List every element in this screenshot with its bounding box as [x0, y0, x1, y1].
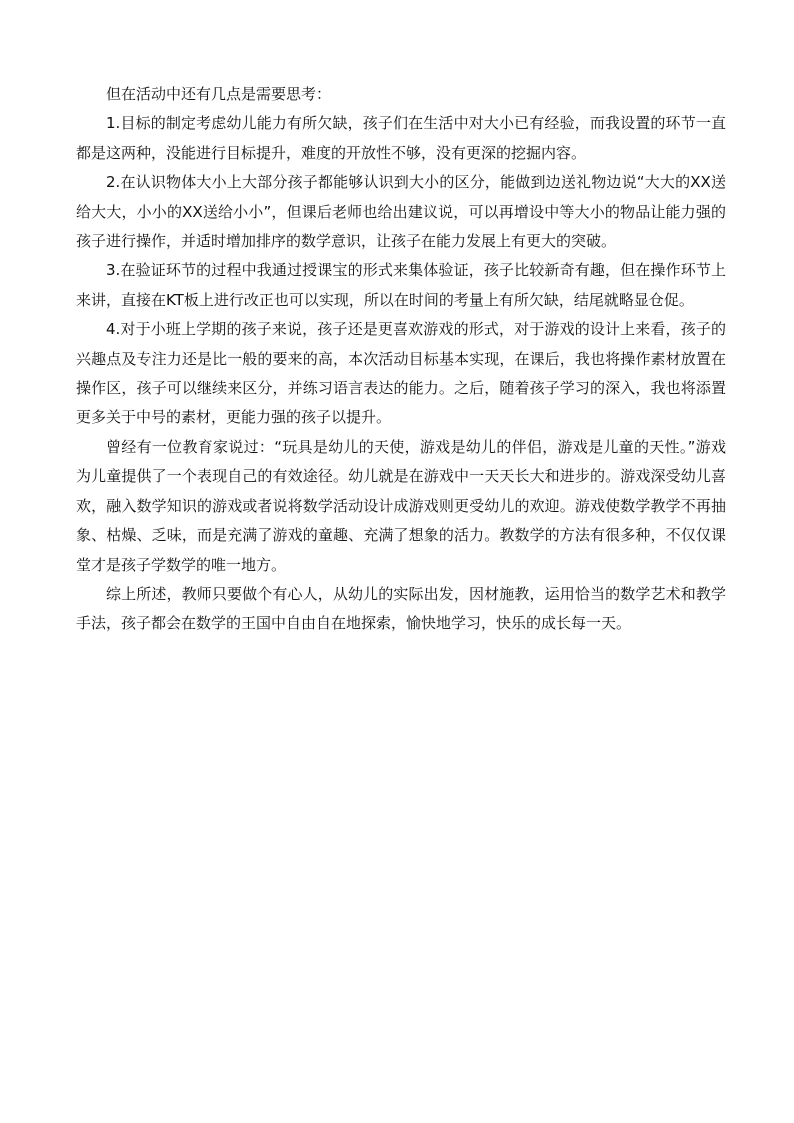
paragraph-intro: 但在活动中还有几点是需要思考：	[106, 85, 332, 103]
document-body	[76, 80, 726, 639]
paragraph-point-2: 2.在认识物体大小上大部分孩子都能够认识到大小的区分，能做到边送礼物边说“大大的XX送给大大，小小的XX送给小小”，但课后老师也给出建议说，可以再增设中等大小的物品让能力强的孩子进行操作，并适时增加排序的数学意识，让孩子在能力发展上有更大的突破。	[76, 173, 726, 251]
paragraph-point-3: 3.在验证环节的过程中我通过授课宝的形式来集体验证，孩子比较新奇有趣，但在操作环节上来讲，直接在KT板上进行改正也可以实现，所以在时间的考量上有所欠缺，结尾就略显仓促。	[76, 261, 726, 309]
paragraph-conclusion: 综上所述，教师只要做个有心人，从幼儿的实际出发，因材施教，运用恰当的数学艺术和教学手法，孩子都会在数学的王国中自由自在地探索，愉快地学习，快乐的成长每一天。	[76, 584, 726, 633]
paragraph-point-1: 1.目标的制定考虑幼儿能力有所欠缺，孩子们在生活中对大小已有经验，而我设置的环节一直都是这两种，没能进行目标提升，难度的开放性不够，没有更深的挖掘内容。	[76, 114, 726, 162]
paragraph-quote: 曾经有一位教育家说过：“玩具是幼儿的天使，游戏是幼儿的伴侣，游戏是儿童的天性。”游戏为儿童提供了一个表现自己的有效途径。幼儿就是在游戏中一天天长大和进步的。游戏深受幼儿喜欢，融入数学知识的游戏或者说将数学活动设计成游戏则更受幼儿的欢迎。游戏使数学教学不再抽象、枯燥、乏味，而是充满了游戏的童趣、充满了想象的活力。教数学的方法有很多种，不仅仅课堂才是孩子学数学的唯一地方。	[76, 437, 726, 574]
paragraph-point-4: 4.对于小班上学期的孩子来说，孩子还是更喜欢游戏的形式，对于游戏的设计上来看，孩子的兴趣点及专注力还是比一般的要来的高，本次活动目标基本实现，在课后，我也将操作素材放置在操作区，孩子可以继续来区分，并练习语言表达的能力。之后，随着孩子学习的深入，我也将添置更多关于中号的素材，更能力强的孩子以提升。	[76, 320, 726, 427]
